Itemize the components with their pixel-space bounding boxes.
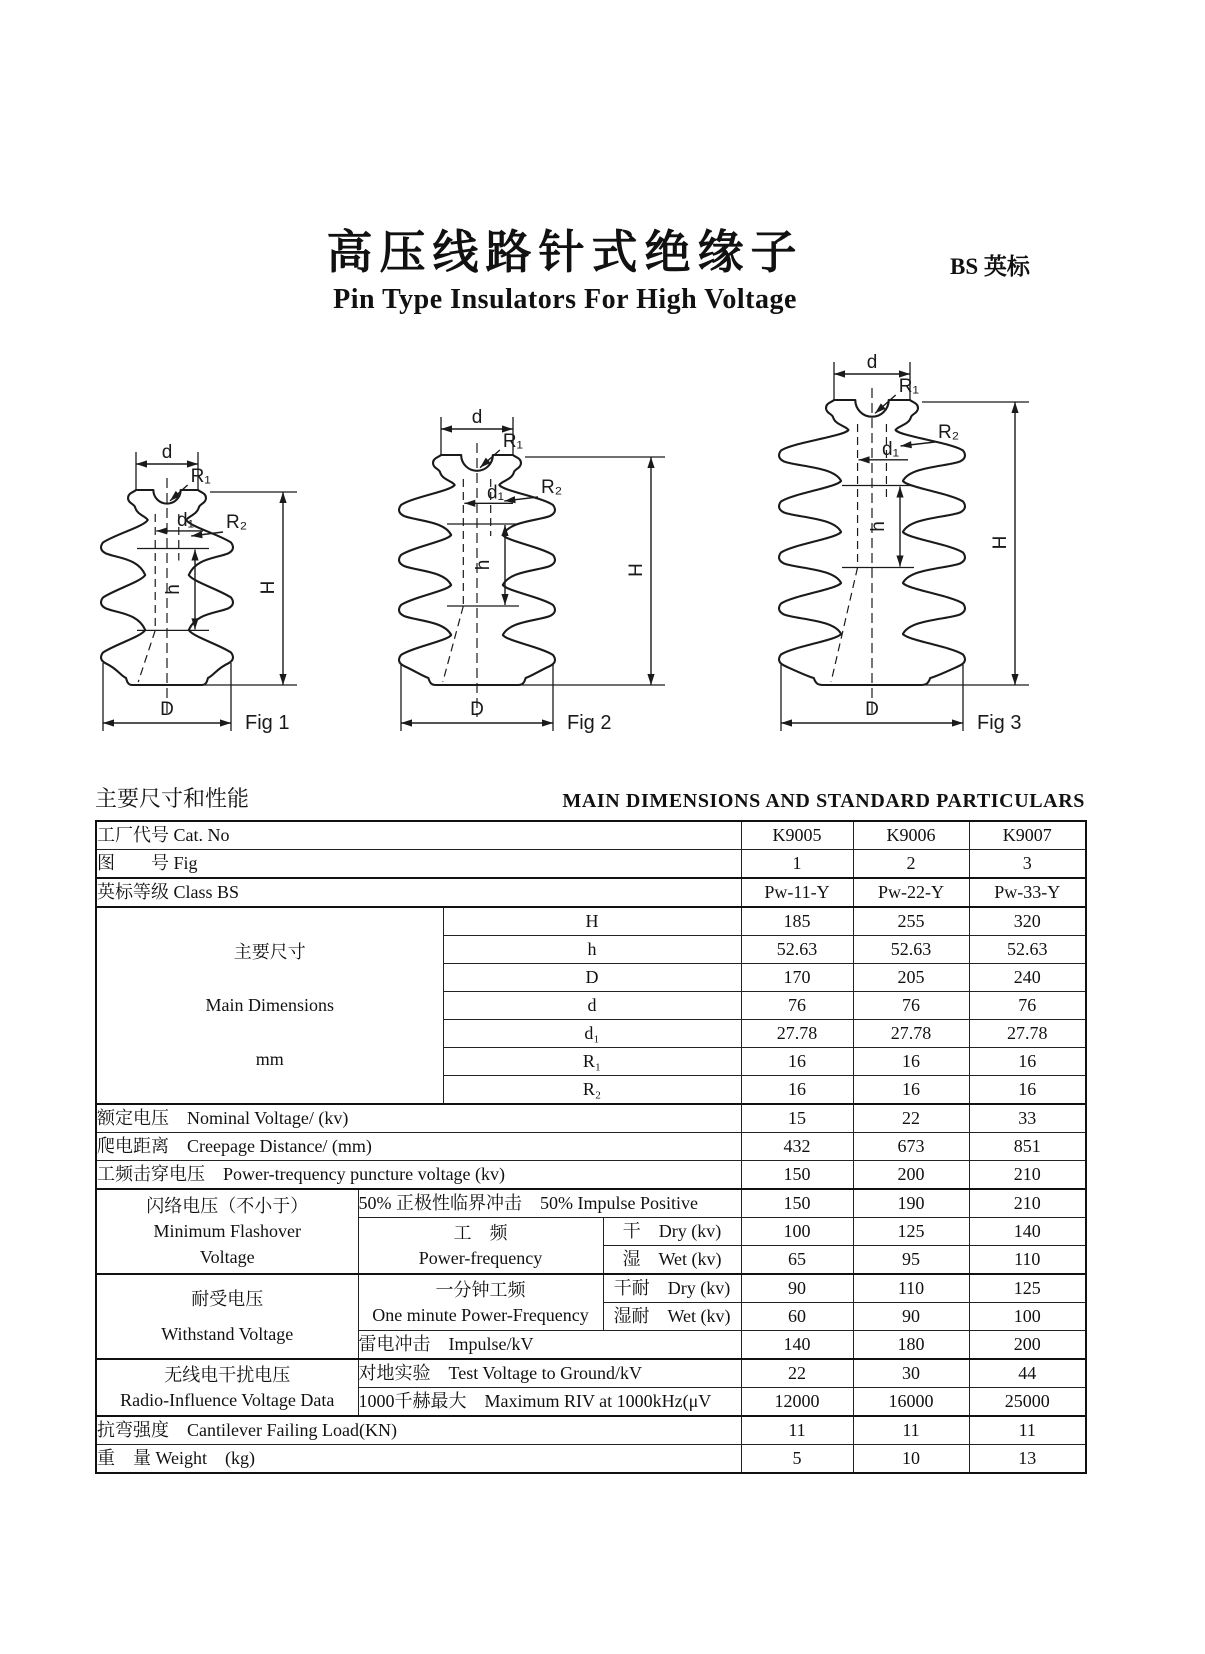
- dim-symbol: d: [443, 992, 741, 1020]
- value-cell: 125: [969, 1274, 1086, 1303]
- value-cell: 16: [969, 1048, 1086, 1076]
- value-cell: 3: [969, 850, 1086, 879]
- value-cell: 2: [853, 850, 969, 879]
- value-cell: 210: [969, 1161, 1086, 1190]
- value-cell: 27.78: [853, 1020, 969, 1048]
- d1-label: d₁: [487, 482, 504, 504]
- arrowhead: [952, 719, 963, 726]
- withstand-en: Withstand Voltage: [161, 1323, 294, 1344]
- value-cell: 95: [853, 1246, 969, 1275]
- dim-symbol: d₁: [443, 1020, 741, 1048]
- arrowhead: [220, 719, 231, 726]
- riv-en: Radio-Influence Voltage Data: [120, 1389, 335, 1410]
- value-cell: 150: [741, 1161, 853, 1190]
- power-frequency-label: [358, 1218, 603, 1275]
- condition-label: 干 Dry (kv): [603, 1218, 741, 1246]
- d-label: d: [471, 407, 483, 428]
- value-cell: 60: [741, 1303, 853, 1331]
- dim-symbol: R₂: [443, 1076, 741, 1105]
- value-cell: 320: [969, 907, 1086, 936]
- value-cell: 22: [741, 1359, 853, 1388]
- H-label: H: [258, 580, 279, 595]
- r2-label: R₂: [541, 477, 563, 498]
- value-cell: 673: [853, 1133, 969, 1161]
- value-cell: 11: [741, 1416, 853, 1445]
- value-cell: 170: [741, 964, 853, 992]
- d1-label: d₁: [882, 438, 899, 460]
- value-cell: 100: [741, 1218, 853, 1246]
- value-cell: 22: [853, 1104, 969, 1133]
- value-cell: 205: [853, 964, 969, 992]
- row-fig-no: [96, 850, 1086, 879]
- d1-label: d₁: [177, 509, 194, 531]
- value-cell: 27.78: [741, 1020, 853, 1048]
- flashover-label: [96, 1189, 358, 1274]
- row-dim-H: [96, 907, 1086, 936]
- value-cell: Pw-11-Y: [741, 878, 853, 907]
- arrowhead: [1011, 674, 1018, 685]
- h-label: h: [868, 521, 889, 532]
- value-cell: 200: [853, 1161, 969, 1190]
- value-cell: 125: [853, 1218, 969, 1246]
- value-cell: Pw-22-Y: [853, 878, 969, 907]
- main-dims-line: Main Dimensions: [205, 995, 334, 1016]
- page-title-zh: 高压线路针式绝缘子: [326, 227, 804, 278]
- arrowhead: [781, 719, 792, 726]
- value-cell: 432: [741, 1133, 853, 1161]
- row-weight: [96, 1445, 1086, 1474]
- row-riv-ground: [96, 1359, 1086, 1388]
- value-cell: 76: [741, 992, 853, 1020]
- main-dims-line: mm: [255, 1049, 284, 1070]
- row-label: 工厂代号 Cat. No: [96, 821, 741, 850]
- standard-badge: BS 英标: [950, 254, 1030, 279]
- arrowhead: [103, 719, 114, 726]
- row-label: 英标等级 Class BS: [96, 878, 741, 907]
- r1-label: R₁: [898, 376, 919, 397]
- figure-2-drawing: [393, 393, 678, 740]
- arrowhead: [542, 719, 553, 726]
- value-cell: 16000: [853, 1388, 969, 1417]
- main-dims-line: 主要尺寸: [233, 941, 306, 962]
- figure-caption: Fig 2: [567, 712, 612, 734]
- figure-caption: Fig 1: [245, 712, 290, 734]
- arrowhead: [136, 460, 147, 467]
- row-label: 1000千赫最大 Maximum RIV at 1000kHz(μV: [358, 1388, 741, 1417]
- value-cell: 90: [853, 1303, 969, 1331]
- value-cell: 16: [969, 1076, 1086, 1105]
- flashover-line: Minimum Flashover: [153, 1221, 301, 1242]
- row-label: 额定电压 Nominal Voltage/ (kv): [96, 1104, 741, 1133]
- one-minute-label: [358, 1274, 603, 1331]
- row-label: 重 量 Weight (kg): [96, 1445, 741, 1474]
- value-cell: 240: [969, 964, 1086, 992]
- main-dims-label: [96, 907, 443, 1104]
- value-cell: 16: [853, 1076, 969, 1105]
- value-cell: 140: [969, 1218, 1086, 1246]
- value-cell: 11: [969, 1416, 1086, 1445]
- dim-symbol: h: [443, 936, 741, 964]
- value-cell: 76: [969, 992, 1086, 1020]
- row-cat-no: [96, 821, 1086, 850]
- arrowhead: [647, 457, 654, 468]
- value-cell: 27.78: [969, 1020, 1086, 1048]
- value-cell: K9007: [969, 821, 1086, 850]
- power-frequency-zh: 工 频: [453, 1222, 508, 1243]
- value-cell: 13: [969, 1445, 1086, 1474]
- value-cell: 11: [853, 1416, 969, 1445]
- arrowhead: [647, 674, 654, 685]
- row-label: 对地实验 Test Voltage to Ground/kV: [358, 1359, 741, 1388]
- D-label: D: [470, 699, 484, 720]
- D-label: D: [865, 699, 879, 720]
- row-puncture: [96, 1161, 1086, 1190]
- value-cell: 190: [853, 1189, 969, 1218]
- d-label: d: [161, 442, 173, 463]
- one-minute-en: One minute Power-Frequency: [372, 1304, 589, 1325]
- h-label: h: [473, 559, 494, 571]
- page-title-en: Pin Type Insulators For High Voltage: [333, 284, 797, 315]
- flashover-line: Voltage: [199, 1247, 255, 1268]
- row-cantilever: [96, 1416, 1086, 1445]
- D-label: D: [160, 699, 174, 720]
- value-cell: 76: [853, 992, 969, 1020]
- arrowhead: [279, 492, 286, 503]
- value-cell: 5: [741, 1445, 853, 1474]
- value-cell: 851: [969, 1133, 1086, 1161]
- condition-label: 湿 Wet (kv): [603, 1246, 741, 1275]
- row-label: 50% 正极性临界冲击 50% Impulse Positive: [358, 1189, 741, 1218]
- value-cell: 33: [969, 1104, 1086, 1133]
- table-caption-zh: 主要尺寸和性能: [95, 786, 250, 811]
- riv-zh: 无线电干扰电压: [164, 1364, 291, 1385]
- value-cell: 16: [741, 1076, 853, 1105]
- d-label: d: [866, 352, 878, 373]
- arrowhead: [401, 719, 412, 726]
- table-caption-en: MAIN DIMENSIONS AND STANDARD PARTICULARS: [562, 790, 1085, 812]
- arrowhead: [1011, 402, 1018, 413]
- arrowhead: [441, 425, 452, 432]
- figure-3-drawing: [752, 342, 1062, 740]
- value-cell: 52.63: [741, 936, 853, 964]
- arrowhead: [279, 674, 286, 685]
- value-cell: 16: [853, 1048, 969, 1076]
- value-cell: 15: [741, 1104, 853, 1133]
- value-cell: 44: [969, 1359, 1086, 1388]
- value-cell: K9005: [741, 821, 853, 850]
- h-label: h: [163, 584, 184, 595]
- riv-label: [96, 1359, 358, 1416]
- H-label: H: [626, 563, 647, 577]
- value-cell: 185: [741, 907, 853, 936]
- value-cell: 180: [853, 1331, 969, 1360]
- value-cell: 110: [969, 1246, 1086, 1275]
- H-label: H: [990, 535, 1011, 550]
- value-cell: 30: [853, 1359, 969, 1388]
- one-minute-zh: 一分钟工频: [435, 1279, 526, 1300]
- value-cell: 110: [853, 1274, 969, 1303]
- row-wsv-dry: [96, 1274, 1086, 1303]
- value-cell: 200: [969, 1331, 1086, 1360]
- value-cell: 16: [741, 1048, 853, 1076]
- row-creepage: [96, 1133, 1086, 1161]
- value-cell: 210: [969, 1189, 1086, 1218]
- table-caption-row: [95, 782, 1085, 813]
- row-label: 图 号 Fig: [96, 850, 741, 879]
- arrowhead: [834, 370, 845, 377]
- dim-symbol: H: [443, 907, 741, 936]
- r2-label: R₂: [226, 512, 248, 533]
- figure-1-drawing: [78, 438, 338, 740]
- row-label: 爬电距离 Creepage Distance/ (mm): [96, 1133, 741, 1161]
- row-impulse-positive: [96, 1189, 1086, 1218]
- value-cell: 10: [853, 1445, 969, 1474]
- condition-label: 干耐 Dry (kv): [603, 1274, 741, 1303]
- r1-label: R₁: [502, 431, 523, 452]
- value-cell: 65: [741, 1246, 853, 1275]
- withstand-label: [96, 1274, 358, 1359]
- flashover-line: 闪络电压（不小于）: [146, 1195, 309, 1216]
- value-cell: 255: [853, 907, 969, 936]
- dim-symbol: R₁: [443, 1048, 741, 1076]
- value-cell: 25000: [969, 1388, 1086, 1417]
- r1-label: R₁: [190, 466, 211, 487]
- value-cell: 100: [969, 1303, 1086, 1331]
- value-cell: 1: [741, 850, 853, 879]
- value-cell: K9006: [853, 821, 969, 850]
- condition-label: 湿耐 Wet (kv): [603, 1303, 741, 1331]
- row-class-bs: [96, 878, 1086, 907]
- power-frequency-en: Power-frequency: [418, 1247, 543, 1268]
- dim-symbol: D: [443, 964, 741, 992]
- value-cell: 90: [741, 1274, 853, 1303]
- row-nominal-voltage: [96, 1104, 1086, 1133]
- row-label: 工频击穿电压 Power-trequency puncture voltage (kv): [96, 1161, 741, 1190]
- r2-label: R₂: [938, 422, 960, 443]
- figure-caption: Fig 3: [977, 712, 1022, 734]
- specs-table: [95, 820, 1087, 1474]
- value-cell: 52.63: [853, 936, 969, 964]
- withstand-zh: 耐受电压: [191, 1289, 264, 1310]
- row-label: 抗弯强度 Cantilever Failing Load(KN): [96, 1416, 741, 1445]
- value-cell: Pw-33-Y: [969, 878, 1086, 907]
- value-cell: 140: [741, 1331, 853, 1360]
- value-cell: 150: [741, 1189, 853, 1218]
- row-label: 雷电冲击 Impulse/kV: [358, 1331, 741, 1360]
- value-cell: 52.63: [969, 936, 1086, 964]
- value-cell: 12000: [741, 1388, 853, 1417]
